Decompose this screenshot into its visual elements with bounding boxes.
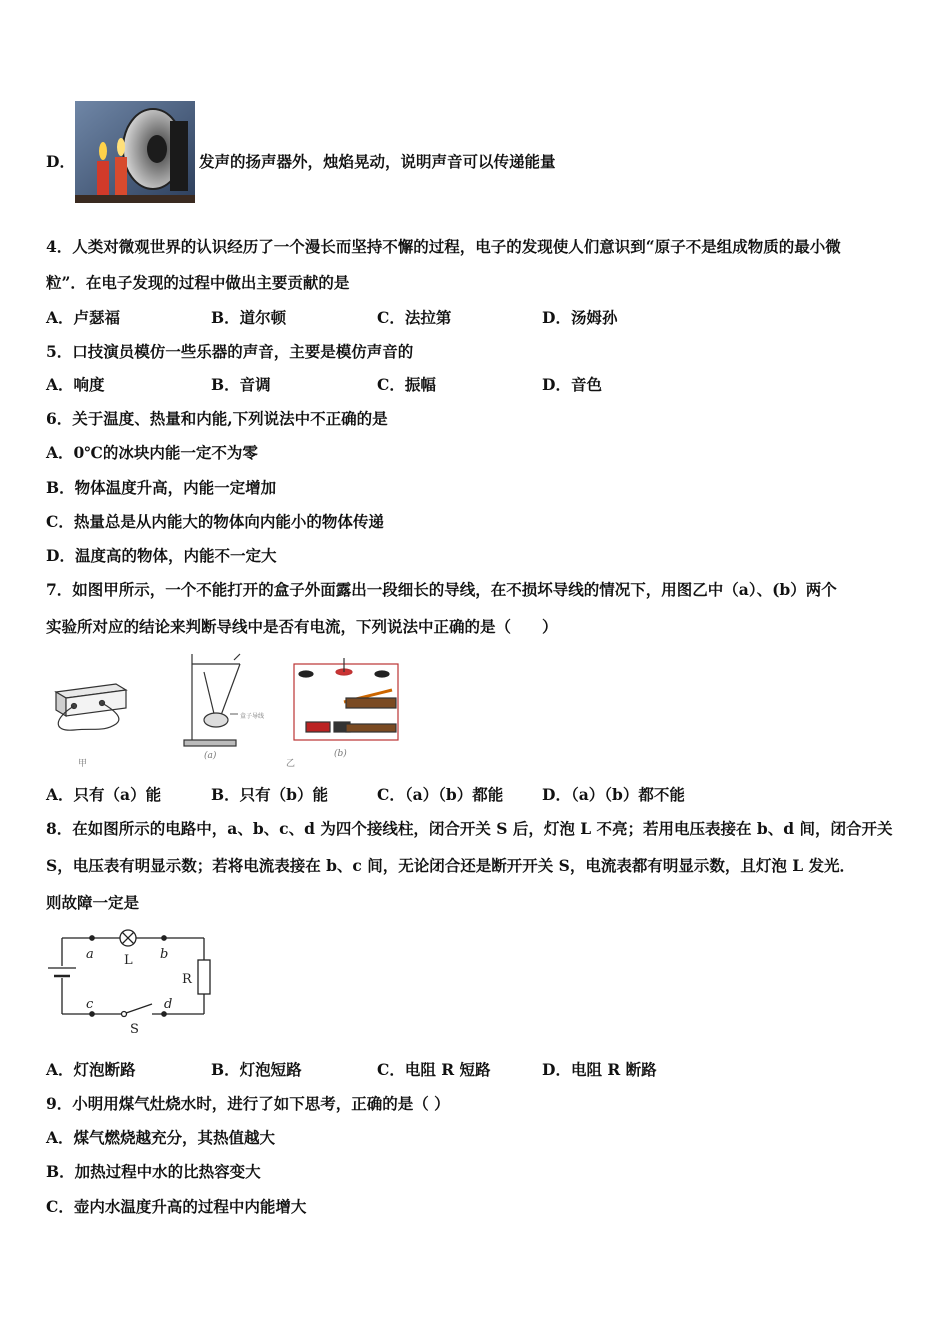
q6-option-d[interactable]: D．温度高的物体，内能不一定大 bbox=[46, 546, 277, 565]
q6-stem: 6．关于温度、热量和内能,下列说法中不正确的是 bbox=[46, 409, 388, 428]
q7-option-c[interactable]: C．（a）（b）都能 bbox=[377, 785, 504, 804]
q6-option-a[interactable]: A．0℃的冰块内能一定不为零 bbox=[46, 443, 258, 462]
q5-option-c[interactable]: C．振幅 bbox=[377, 375, 436, 394]
resistor-label: R bbox=[182, 972, 192, 987]
resistor-symbol bbox=[198, 960, 210, 994]
q4-option-c[interactable]: C．法拉第 bbox=[377, 308, 452, 327]
lamp-label: L bbox=[124, 953, 133, 968]
q7-option-b[interactable]: B．只有（b）能 bbox=[211, 785, 328, 804]
q7-option-a[interactable]: A．只有（a）能 bbox=[46, 785, 162, 804]
q8-option-b[interactable]: B．灯泡短路 bbox=[211, 1060, 302, 1079]
q8-option-c[interactable]: C．电阻 R 短路 bbox=[377, 1060, 491, 1079]
fig-label-jia: 甲 bbox=[78, 759, 88, 769]
q7-option-d[interactable]: D．（a）（b）都不能 bbox=[542, 785, 685, 804]
terminal-b: b bbox=[160, 947, 169, 962]
fig-label-a: (a) bbox=[204, 751, 217, 761]
box-figure bbox=[56, 684, 126, 730]
q5-option-a[interactable]: A．响度 bbox=[46, 375, 105, 394]
fig-label-wire: 盒子导线 bbox=[240, 713, 265, 720]
q8-stem-line2: S，电压表有明显示数；若将电流表接在 b、c 间，无论闭合还是断开开关 S，电流表都有明显示数，且灯泡 L 发光． bbox=[46, 856, 856, 875]
q7-stem-line1: 7．如图甲所示，一个不能打开的盒子外面露出一段细长的导线，在不损坏导线的情况下，用图乙中（a）、(b）两个 bbox=[46, 580, 837, 599]
q6-option-b[interactable]: B．物体温度升高，内能一定增加 bbox=[46, 478, 277, 497]
switch-blade bbox=[126, 1004, 152, 1013]
q7-figures bbox=[44, 652, 404, 772]
terminal-c: c bbox=[86, 997, 94, 1012]
q9-option-c[interactable]: C．壶内水温度升高的过程中内能增大 bbox=[46, 1197, 307, 1216]
q8-option-a[interactable]: A．灯泡断路 bbox=[46, 1060, 136, 1079]
q5-stem: 5．口技演员模仿一些乐器的声音，主要是模仿声音的 bbox=[46, 342, 414, 361]
fig-label-b: (b) bbox=[334, 749, 347, 759]
q6-option-c[interactable]: C．热量总是从内能大的物体向内能小的物体传递 bbox=[46, 512, 384, 531]
q5-option-d[interactable]: D．音色 bbox=[542, 375, 602, 394]
q8-option-d[interactable]: D．电阻 R 断路 bbox=[542, 1060, 657, 1079]
switch-contact bbox=[122, 1012, 127, 1017]
q8-circuit-diagram bbox=[40, 922, 220, 1038]
fig-label-yi: 乙 bbox=[286, 759, 296, 769]
q3-option-d-text: 发声的扬声器外，烛焰晃动，说明声音可以传递能量 bbox=[199, 152, 556, 171]
q3-option-d-label: D． bbox=[46, 152, 75, 171]
q7-stem-line2: 实验所对应的结论来判断导线中是否有电流，下列说法中正确的是（ ） bbox=[46, 617, 558, 636]
speaker-candle-photo bbox=[75, 101, 195, 203]
q9-option-a[interactable]: A．煤气燃烧越充分，其热值越大 bbox=[46, 1128, 276, 1147]
terminal-a: a bbox=[86, 947, 94, 962]
q4-option-b[interactable]: B．道尔顿 bbox=[211, 308, 287, 327]
q4-stem-line1: 4．人类对微观世界的认识经历了一个漫长而坚持不懈的过程，电子的发现使人们意识到“原子不是组成物质的最小微 bbox=[46, 237, 841, 256]
q4-option-a[interactable]: A．卢瑟福 bbox=[46, 308, 121, 327]
switch-label: S bbox=[130, 1022, 139, 1037]
compass-stand-figure bbox=[184, 654, 240, 746]
q8-stem-line1: 8．在如图所示的电路中，a、b、c、d 为四个接线柱，闭合开关 S 后，灯泡 L 不亮；若用电压表接在 b、d 间，闭合开关 bbox=[46, 819, 893, 838]
terminal-d: d bbox=[164, 997, 173, 1012]
magnet-circuit-figure bbox=[294, 658, 398, 740]
q4-option-d[interactable]: D．汤姆孙 bbox=[542, 308, 618, 327]
q9-option-b[interactable]: B．加热过程中水的比热容变大 bbox=[46, 1162, 261, 1181]
q5-option-b[interactable]: B．音调 bbox=[211, 375, 271, 394]
q9-stem: 9．小明用煤气灶烧水时，进行了如下思考，正确的是（ ） bbox=[46, 1094, 450, 1113]
q4-stem-line2: 粒”．在电子发现的过程中做出主要贡献的是 bbox=[46, 273, 350, 292]
q8-stem-line3: 则故障一定是 bbox=[46, 893, 140, 912]
